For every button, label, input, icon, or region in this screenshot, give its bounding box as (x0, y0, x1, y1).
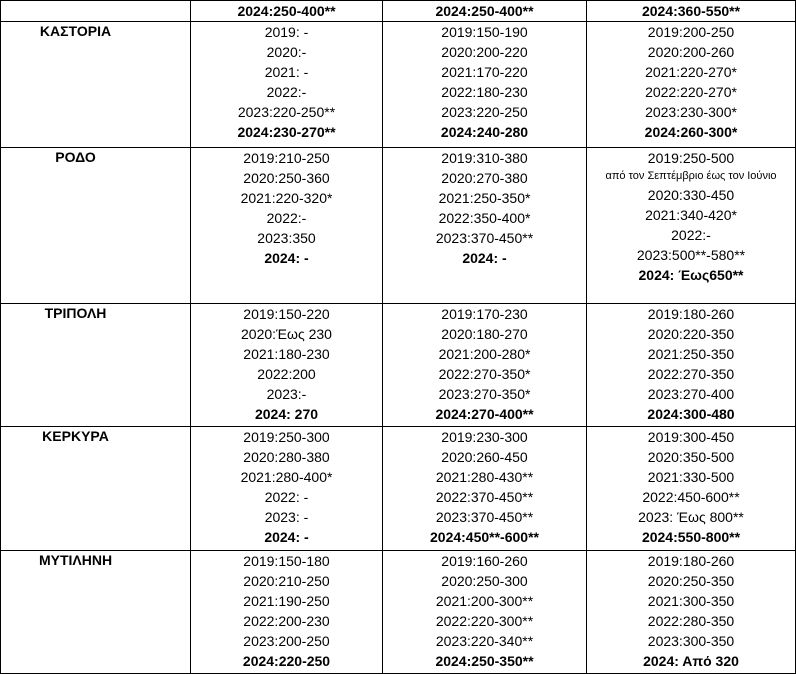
price-line: 2023:220-250** (237, 104, 336, 120)
price-line: 2020:210-250 (243, 573, 330, 589)
price-line: 2019:310-380 (441, 150, 528, 166)
price-cell (383, 427, 587, 551)
table-row (1, 22, 796, 148)
price-line: 2022: - (264, 489, 309, 505)
price-line: 2019:150-220 (243, 306, 330, 322)
price-line: 2021:200-300** (435, 593, 534, 609)
city-name: ΚΕΡΚΥΡΑ (42, 428, 109, 444)
price-line: 2023:230-300* (645, 104, 737, 120)
price-line: 2021:250-350* (438, 190, 531, 206)
price-line: 2024: - (264, 250, 309, 266)
price-line: 2024:450**-600** (430, 529, 539, 545)
header-cell-2: 2024:250-400** (383, 1, 587, 22)
price-line: 2022:350-400* (438, 210, 531, 226)
table-row (1, 551, 796, 674)
price-line: 2019:210-250 (243, 150, 330, 166)
price-line: 2023: Έως 800** (638, 509, 744, 525)
price-line: 2024:250-350** (435, 653, 534, 669)
table-row (1, 427, 796, 551)
table-row (1, 304, 796, 427)
price-line: 2021:300-350 (647, 593, 735, 609)
price-line: 2023:270-350* (438, 386, 531, 402)
price-line: 2021:170-220 (441, 64, 528, 80)
header-cell-city (1, 1, 191, 22)
price-line: 2020:250-350 (647, 573, 735, 589)
price-line: 2019:300-450 (647, 429, 735, 445)
city-cell (1, 427, 191, 551)
price-line: 2022:- (671, 227, 711, 243)
price-line: 2021:250-350 (647, 346, 735, 362)
price-cell (383, 22, 587, 148)
city-name: ΚΑΣΤΟΡΙΑ (39, 23, 112, 39)
header-cell-1: 2024:250-400** (191, 1, 383, 22)
price-cell (191, 148, 383, 304)
price-line: 2022:220-270* (645, 84, 737, 100)
price-line: 2019:250-500 (647, 150, 735, 166)
price-line: 2024: - (462, 250, 507, 266)
price-line: 2023:350 (257, 230, 316, 246)
price-line: 2024:300-480 (647, 406, 735, 422)
price-line: 2024:550-800** (641, 529, 741, 545)
price-note: από τον Σεπτέμβριο έως τον Ιούνιο (605, 170, 777, 182)
city-name: ΤΡΙΠΟΛΗ (44, 305, 107, 321)
header-row (1, 1, 796, 22)
price-cell (383, 551, 587, 674)
price-cell (383, 304, 587, 427)
price-line: 2024:240-280 (440, 124, 529, 140)
price-line: 2023:270-400 (647, 386, 735, 402)
price-cell (587, 22, 796, 148)
price-line: 2023:220-250 (441, 104, 528, 120)
price-line: 2021:220-270* (645, 64, 737, 80)
city-cell (1, 22, 191, 148)
price-line: 2020:250-360 (243, 170, 330, 186)
price-cell (191, 304, 383, 427)
price-line: 2019:250-300 (243, 429, 330, 445)
price-line: 2024: Από 320 (643, 653, 739, 669)
price-line: 2024:230-270** (237, 124, 336, 140)
price-line: 2024:270-400** (435, 406, 534, 422)
price-line: 2020:200-220 (441, 44, 528, 60)
price-line: 2022:- (266, 84, 307, 100)
price-line: 2024: Έως650** (638, 267, 744, 283)
price-line: 2021:190-250 (243, 593, 330, 609)
price-line: 2019:200-250 (647, 24, 735, 40)
price-line: 2023:370-450** (435, 230, 534, 246)
city-cell (1, 148, 191, 304)
city-cell (1, 551, 191, 674)
price-line: 2020:330-450 (647, 187, 735, 203)
price-line: 2019:160-260 (441, 553, 528, 569)
price-line: 2023:220-340** (435, 633, 534, 649)
price-line: 2019:170-230 (441, 306, 528, 322)
price-line: 2022:200 (257, 366, 316, 382)
price-line: 2024:220-250 (242, 653, 331, 669)
price-line: 2019:150-190 (441, 24, 528, 40)
price-line: 2020:280-380 (243, 449, 330, 465)
price-line: 2021:280-430** (435, 469, 534, 485)
price-line: 2019: - (264, 24, 309, 40)
price-line: 2020:350-500 (647, 449, 735, 465)
price-line: 2020:Έως 230 (241, 326, 332, 342)
price-line: 2022:450-600** (642, 489, 740, 505)
price-line: 2023:500**-580** (636, 247, 746, 263)
price-cell (587, 304, 796, 427)
price-line: 2023:370-450** (435, 509, 534, 525)
price-line: 2022:200-230 (243, 613, 330, 629)
price-line: 2022:270-350* (438, 366, 531, 382)
price-line: 2020:270-380 (441, 170, 528, 186)
price-line: 2020:- (266, 44, 307, 60)
price-line: 2022:- (266, 210, 307, 226)
city-cell (1, 304, 191, 427)
price-line: 2021:180-230 (243, 346, 330, 362)
price-line: 2022:180-230 (441, 84, 528, 100)
price-cell (191, 551, 383, 674)
city-name: ΡΟΔΟ (55, 149, 96, 165)
price-line: 2020:200-260 (647, 44, 735, 60)
price-cell (191, 427, 383, 551)
price-line: 2021:220-320* (240, 190, 333, 206)
price-line: 2021:340-420* (645, 207, 737, 223)
price-line: 2023: - (264, 509, 309, 525)
price-line: 2021:200-280* (438, 346, 531, 362)
price-line: 2020:260-450 (441, 449, 528, 465)
table-row (1, 148, 796, 304)
price-line: 2021:330-500 (647, 469, 735, 485)
price-line: 2019:180-260 (647, 553, 735, 569)
price-line: 2022:280-350 (647, 613, 735, 629)
price-line: 2022:270-350 (647, 366, 735, 382)
price-line: 2019:230-300 (441, 429, 528, 445)
price-line: 2020:180-270 (441, 326, 528, 342)
price-line: 2019:180-260 (647, 306, 735, 322)
price-line: 2024: 270 (254, 406, 319, 422)
price-line: 2023:300-350 (647, 633, 735, 649)
price-cell (383, 148, 587, 304)
price-line: 2021:280-400* (240, 469, 333, 485)
price-cell (587, 427, 796, 551)
price-cell (587, 148, 796, 304)
city-name: ΜΥΤΙΛΗΝΗ (38, 552, 113, 568)
price-line: 2019:150-180 (243, 553, 330, 569)
price-line: 2024:260-300* (644, 124, 738, 140)
price-line: 2022:370-450** (435, 489, 534, 505)
price-line: 2023:200-250 (243, 633, 330, 649)
price-line: 2024: - (264, 529, 309, 545)
price-cell (191, 22, 383, 148)
price-line: 2022:220-300** (435, 613, 534, 629)
price-line: 2020:250-300 (441, 573, 528, 589)
price-line: 2023:- (266, 386, 307, 402)
price-cell (587, 551, 796, 674)
header-cell-3: 2024:360-550** (587, 1, 796, 22)
price-line: 2021: - (264, 64, 309, 80)
price-line: 2020:220-350 (647, 326, 735, 342)
